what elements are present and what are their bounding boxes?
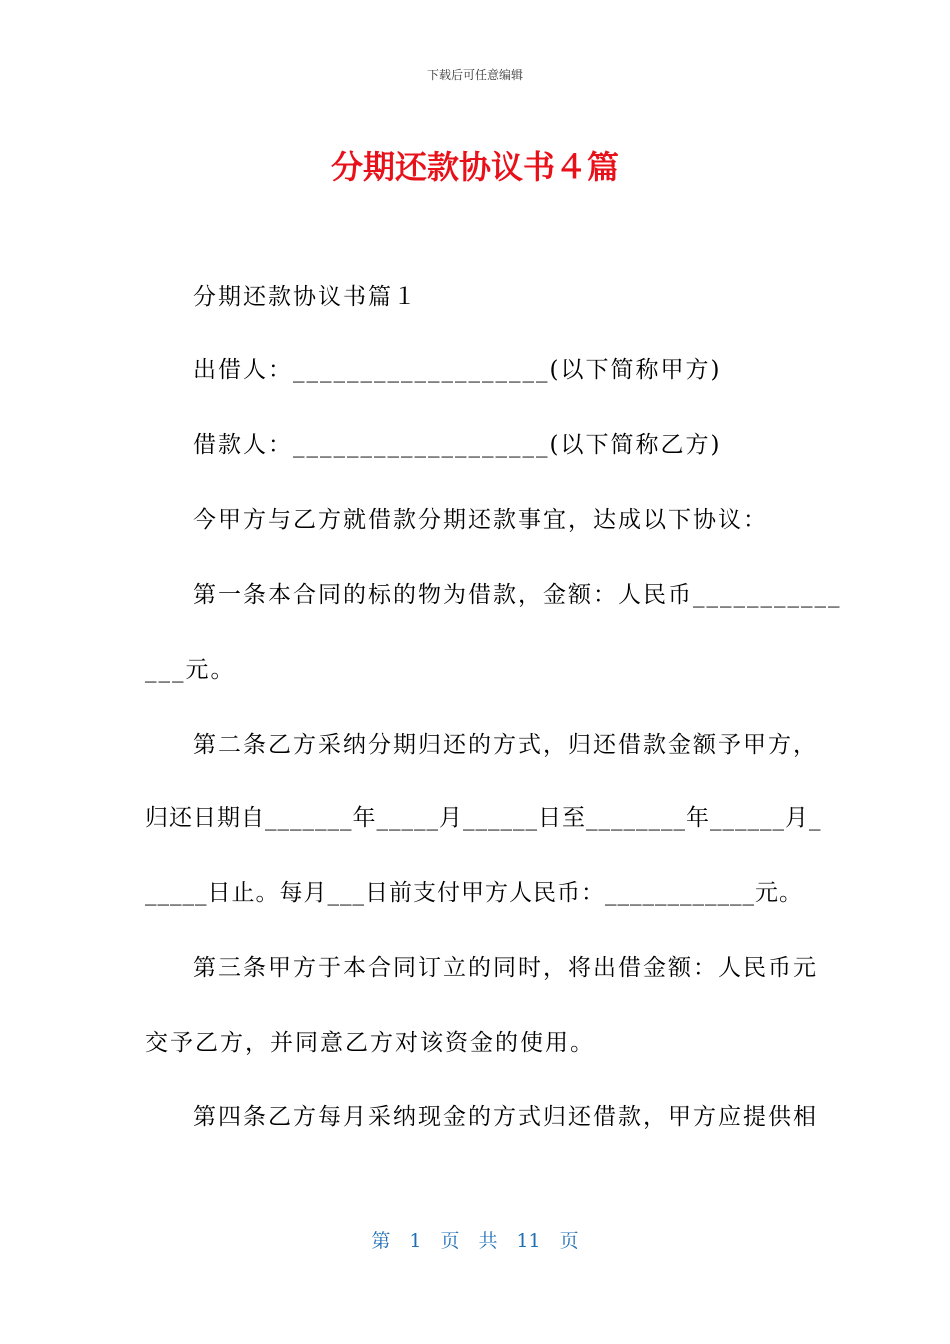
section-heading: 分期还款协议书篇１: [193, 284, 418, 310]
lender-line: 出借人：___________________(以下简称甲方): [193, 357, 722, 383]
article-3-line-1: 第三条甲方于本合同订立的同时，将出借金额：人民币元: [193, 955, 818, 981]
page-footer: 第 1 页 共 11 页: [371, 1230, 579, 1252]
header-note: 下载后可任意编辑: [426, 68, 523, 82]
article-4-line-1: 第四条乙方每月采纳现金的方式归还借款，甲方应提供相: [193, 1104, 818, 1130]
article-1-line-1: 第一条本合同的标的物为借款，金额：人民币___________: [193, 582, 842, 608]
article-2-line-1: 第二条乙方采纳分期归还的方式，归还借款金额予甲方，: [193, 732, 818, 758]
borrower-line: 借款人：___________________(以下简称乙方): [193, 432, 722, 458]
paragraph-intro: 今甲方与乙方就借款分期还款事宜，达成以下协议：: [193, 507, 768, 533]
article-2-line-2: 归还日期自_______年_____月______日至________年______月_: [145, 805, 822, 831]
article-1-line-2: ___元。: [145, 657, 236, 683]
page-title: 分期还款协议书４篇: [330, 148, 619, 186]
article-3-line-2: 交予乙方，并同意乙方对该资金的使用。: [145, 1030, 595, 1056]
article-2-line-3: _____日止。每月___日前支付甲方人民币：____________元。: [145, 880, 803, 906]
